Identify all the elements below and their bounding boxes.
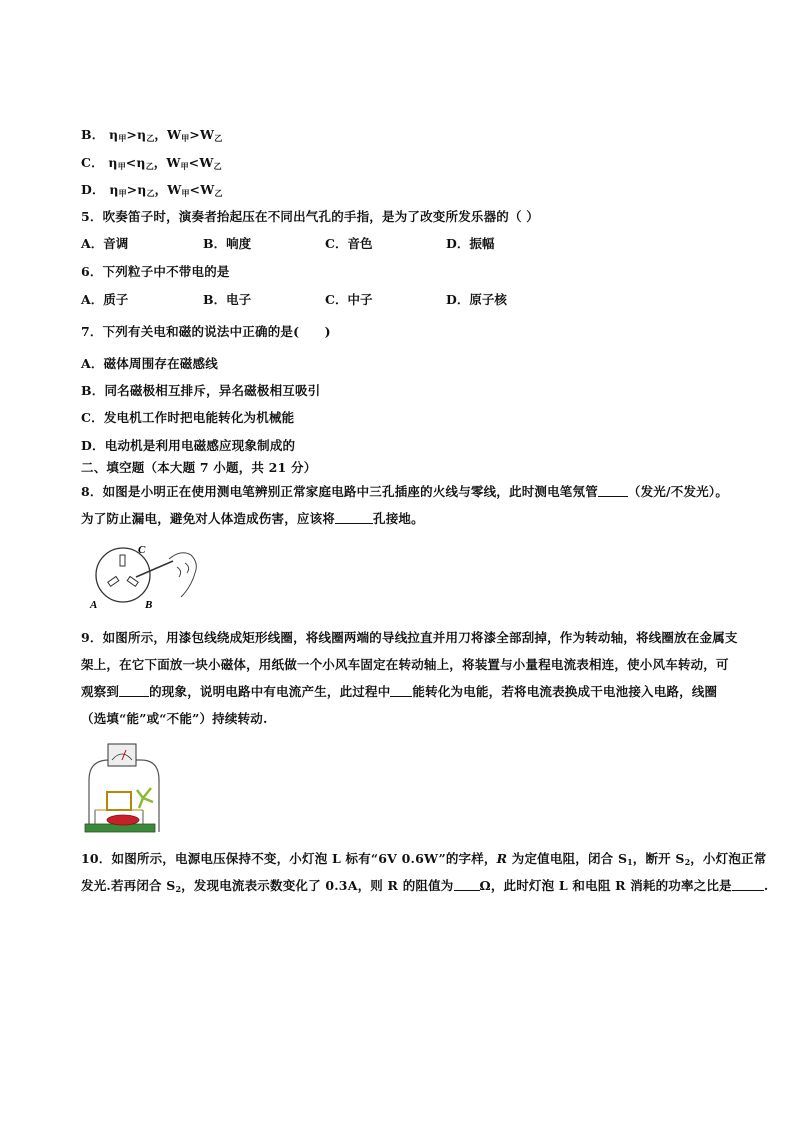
- eta-symbol: η: [136, 155, 146, 170]
- relation: >: [126, 127, 138, 142]
- q8-line-1: [81, 484, 728, 500]
- label-c: C: [138, 544, 146, 556]
- answer-blank[interactable]: [732, 878, 764, 891]
- q4-option-d: [81, 182, 222, 201]
- q4-option-c: [81, 155, 222, 174]
- q10-text: 为定值电阻，闭合 S: [507, 851, 628, 866]
- q8-line-2: [81, 511, 424, 527]
- subscript: 2: [684, 857, 691, 867]
- q5-stem: 5．吹奏笛子时，演奏者抬起压在不同出气孔的手指，是为了改变所发乐器的（ ）: [81, 209, 539, 224]
- q8-text: 孔接地。: [373, 511, 424, 526]
- option-letter: C．: [81, 155, 104, 170]
- relation: <: [189, 182, 201, 197]
- w-symbol: W: [200, 182, 215, 197]
- q8-text: 为了防止漏电，避免对人体造成伤害，应该将: [81, 511, 336, 526]
- answer-blank[interactable]: [598, 484, 628, 497]
- q9-text: 观察到: [81, 684, 120, 699]
- socket-test-pen-figure: [81, 537, 211, 612]
- subscript: 乙: [145, 161, 154, 171]
- relation: <: [125, 155, 137, 170]
- coil-ammeter-figure: [81, 738, 166, 838]
- r-symbol: R: [496, 851, 508, 866]
- q5-option-d: D．振幅: [446, 236, 495, 251]
- q5-option-b: B．响度: [203, 236, 252, 251]
- subscript: 2: [175, 884, 182, 894]
- q10-text: ，小灯泡正常: [690, 851, 767, 866]
- answer-blank[interactable]: [119, 684, 149, 697]
- coil: [107, 792, 131, 810]
- separator: ，: [153, 155, 167, 170]
- eta-symbol: η: [109, 182, 119, 197]
- w-symbol: W: [199, 155, 214, 170]
- w-symbol: W: [167, 182, 182, 197]
- subscript: 1: [627, 857, 633, 867]
- subscript: 甲: [117, 161, 126, 171]
- q9-text: 的现象，说明电路中有电流产生，此过程中: [149, 684, 391, 699]
- q9-line-1: 9．如图所示，用漆包线绕成矩形线圈，将线圈两端的导线拉直并用刀将漆全部刮掉，作为转动轴，将线圈放在金属支: [81, 630, 738, 645]
- w-symbol: W: [199, 127, 215, 142]
- subscript: 乙: [146, 133, 155, 143]
- test-pen: [136, 561, 173, 577]
- q10-line-2: [81, 878, 768, 897]
- w-symbol: W: [167, 127, 182, 142]
- separator: ，: [154, 182, 168, 197]
- eta-symbol: η: [109, 127, 119, 142]
- q10-line-1: [81, 851, 766, 870]
- relation: >: [126, 182, 138, 197]
- q5-option-a: A．音调: [81, 236, 129, 251]
- magnet: [107, 815, 139, 825]
- pinwheel-icon: [137, 788, 153, 808]
- socket-hole-b: [127, 576, 138, 586]
- section-title: 二、填空题（本大题 7 小题，共 21 分）: [81, 460, 317, 475]
- q9-line-4: （选填“能”或“不能”）持续转动.: [81, 711, 268, 726]
- q6-option-a: A．质子: [81, 292, 129, 307]
- q10-text: Ω，此时灯泡 L 和电阻 R 消耗的功率之比是: [479, 878, 732, 893]
- subscript: 甲: [118, 133, 127, 143]
- q6-option-b: B．电子: [203, 292, 252, 307]
- option-letter: D．: [81, 182, 105, 197]
- q4-option-b: [81, 127, 222, 146]
- w-symbol: W: [166, 155, 181, 170]
- socket-hole-c: [120, 555, 125, 566]
- q10-text: ，断开 S: [632, 851, 685, 866]
- q6-option-d: D．原子核: [446, 292, 507, 307]
- q10-text: 发光.若再闭合 S: [81, 878, 176, 893]
- q9-line-3: [81, 684, 717, 700]
- q10-text: .: [763, 878, 769, 893]
- q7-stem: 7．下列有关电和磁的说法中正确的是( ): [81, 324, 331, 339]
- answer-blank[interactable]: [454, 878, 480, 891]
- q8-text: 8．如图是小明正在使用测电笔辨别正常家庭电路中三孔插座的火线与零线，此时测电笔氖管: [81, 484, 598, 499]
- socket-hole-a: [108, 576, 119, 586]
- q7-option-d: D．电动机是利用电磁感应现象制成的: [81, 438, 296, 453]
- hand-icon: [169, 553, 196, 597]
- subscript: 乙: [214, 188, 223, 198]
- eta-symbol: η: [137, 182, 147, 197]
- relation: >: [189, 127, 200, 142]
- q7-option-a: A．磁体周围存在磁感线: [81, 356, 218, 371]
- relation: <: [188, 155, 200, 170]
- label-a: A: [90, 599, 98, 611]
- subscript: 甲: [118, 188, 127, 198]
- q10-text: ，发现电流表示数变化了 0.3A，则 R 的阻值为: [181, 878, 454, 893]
- q6-stem: 6．下列粒子中不带电的是: [81, 264, 230, 279]
- subscript: 乙: [214, 133, 223, 143]
- q10-text: 10．如图所示，电源电压保持不变，小灯泡 L 标有“6V 0.6W”的字样，: [81, 851, 497, 866]
- q6-option-c: C．中子: [325, 292, 373, 307]
- answer-blank[interactable]: [390, 684, 412, 697]
- q5-option-c: C．音色: [325, 236, 373, 251]
- subscript: 甲: [180, 161, 189, 171]
- eta-symbol: η: [137, 127, 147, 142]
- q8-text: （发光/不发光）。: [627, 484, 729, 499]
- answer-blank[interactable]: [335, 511, 373, 524]
- q7-option-c: C．发电机工作时把电能转化为机械能: [81, 410, 295, 425]
- subscript: 甲: [181, 188, 190, 198]
- subscript: 乙: [213, 161, 222, 171]
- option-letter: B．: [81, 127, 105, 142]
- label-b: B: [145, 599, 153, 611]
- subscript: 甲: [181, 133, 190, 143]
- q9-line-2: 架上，在它下面放一块小磁体，用纸做一个小风车固定在转动轴上，将装置与小量程电流表相连，使小风车转动，可: [81, 657, 729, 672]
- q7-option-b: B．同名磁极相互排斥，异名磁极相互吸引: [81, 383, 321, 398]
- separator: ，: [154, 127, 168, 142]
- q9-text: 能转化为电能，若将电流表换成干电池接入电路，线圈: [412, 684, 718, 699]
- ammeter-icon: [108, 744, 136, 766]
- eta-symbol: η: [108, 155, 118, 170]
- subscript: 乙: [146, 188, 155, 198]
